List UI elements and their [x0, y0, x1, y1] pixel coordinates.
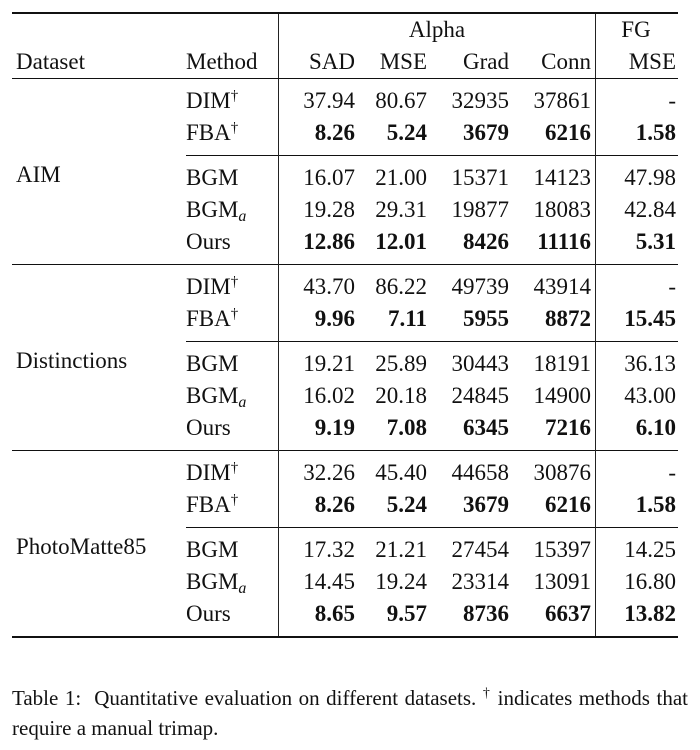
mse-cell-value: 12.01	[375, 229, 427, 254]
sad-cell	[279, 117, 356, 156]
method-cell	[186, 598, 279, 637]
sad-cell-value: 8.26	[314, 492, 355, 517]
method-superscript: †	[230, 274, 239, 290]
conn-cell-value: 6216	[545, 120, 591, 145]
caption-text-after: indicates methods that require a manual trimap.	[12, 686, 688, 740]
sad-cell-value: 9.19	[314, 415, 355, 440]
method-name: DIM	[186, 274, 231, 299]
fg-mse-cell-value: -	[668, 460, 676, 485]
method-cell	[186, 265, 279, 304]
grad-cell	[427, 265, 509, 304]
fg-mse-cell-value: 14.25	[624, 537, 676, 562]
method-name: Ours	[186, 229, 231, 254]
mse-cell-value: 19.24	[375, 569, 427, 594]
sad-cell	[279, 303, 356, 342]
method-cell	[186, 117, 279, 156]
dataset-name: AIM	[16, 161, 61, 187]
header-method: Method	[186, 46, 279, 79]
mse-cell	[355, 342, 427, 381]
mse-cell-value: 86.22	[375, 274, 427, 299]
fg-mse-cell-value: 13.82	[624, 601, 676, 626]
grad-cell	[427, 566, 509, 598]
sad-cell	[279, 566, 356, 598]
conn-cell-value: 18083	[533, 197, 591, 222]
sad-cell	[279, 342, 356, 381]
fg-mse-cell	[596, 342, 679, 381]
results-table	[12, 12, 678, 638]
mse-cell	[355, 117, 427, 156]
caption-label: Table 1:	[12, 686, 82, 710]
header-fg-mse: MSE	[596, 46, 679, 79]
method-superscript: †	[230, 460, 239, 476]
conn-cell	[509, 156, 596, 195]
fg-mse-cell	[596, 117, 679, 156]
grad-cell	[427, 598, 509, 637]
method-subscript: a	[238, 208, 247, 225]
method-name: DIM	[186, 460, 231, 485]
fg-mse-cell	[596, 303, 679, 342]
grad-cell	[427, 528, 509, 567]
grad-cell-value: 19877	[451, 197, 509, 222]
caption-text-before: Quantitative evaluation on different datasets.	[94, 686, 477, 710]
header-mse: MSE	[355, 46, 427, 79]
conn-cell-value: 8872	[545, 306, 591, 331]
method-name: BGM	[186, 383, 239, 408]
sad-cell	[279, 79, 356, 118]
results-table-body	[12, 79, 678, 638]
method-cell	[186, 156, 279, 195]
mse-cell-value: 25.89	[375, 351, 427, 376]
conn-cell	[509, 380, 596, 412]
mse-cell-value: 5.24	[386, 120, 427, 145]
grad-cell-value: 8426	[463, 229, 509, 254]
sad-cell-value: 16.02	[303, 383, 355, 408]
grad-cell	[427, 342, 509, 381]
results-table-container	[12, 12, 678, 638]
conn-cell	[509, 412, 596, 451]
method-name: BGM	[186, 165, 239, 190]
fg-mse-cell	[596, 489, 679, 528]
table-row	[12, 79, 678, 118]
header-grad: Grad	[427, 46, 509, 79]
mse-cell	[355, 226, 427, 265]
conn-cell	[509, 226, 596, 265]
conn-cell-value: 15397	[533, 537, 591, 562]
grad-cell	[427, 226, 509, 265]
grad-cell-value: 32935	[451, 88, 509, 113]
header-blank-method	[186, 13, 279, 46]
fg-mse-cell	[596, 451, 679, 490]
method-cell	[186, 528, 279, 567]
fg-mse-cell	[596, 265, 679, 304]
sad-cell	[279, 226, 356, 265]
conn-cell	[509, 451, 596, 490]
method-subscript: a	[238, 580, 247, 597]
conn-cell-value: 14900	[533, 383, 591, 408]
conn-cell-value: 7216	[545, 415, 591, 440]
method-cell	[186, 380, 279, 412]
conn-cell-value: 13091	[533, 569, 591, 594]
grad-cell-value: 24845	[451, 383, 509, 408]
method-name: Ours	[186, 601, 231, 626]
sad-cell-value: 9.96	[314, 306, 355, 331]
grad-cell-value: 23314	[451, 569, 509, 594]
conn-cell	[509, 303, 596, 342]
sad-cell	[279, 265, 356, 304]
grad-cell-value: 3679	[463, 492, 509, 517]
header-group-alpha: Alpha	[279, 13, 596, 46]
mse-cell-value: 21.21	[375, 537, 427, 562]
sad-cell	[279, 156, 356, 195]
sad-cell-value: 43.70	[303, 274, 355, 299]
grad-cell-value: 30443	[451, 351, 509, 376]
mse-cell	[355, 380, 427, 412]
sad-cell-value: 14.45	[303, 569, 355, 594]
sad-cell-value: 8.65	[314, 601, 355, 626]
method-cell	[186, 226, 279, 265]
fg-mse-cell	[596, 598, 679, 637]
method-name: BGM	[186, 197, 239, 222]
grad-cell	[427, 303, 509, 342]
method-cell	[186, 194, 279, 226]
method-name: FBA	[186, 492, 231, 517]
method-cell	[186, 566, 279, 598]
sad-cell	[279, 412, 356, 451]
mse-cell	[355, 79, 427, 118]
method-subscript: a	[238, 394, 247, 411]
header-dataset: Dataset	[12, 46, 186, 79]
mse-cell	[355, 566, 427, 598]
mse-cell	[355, 412, 427, 451]
conn-cell-value: 14123	[533, 165, 591, 190]
mse-cell-value: 9.57	[386, 601, 427, 626]
mse-cell-value: 45.40	[375, 460, 427, 485]
sad-cell-value: 12.86	[303, 229, 355, 254]
grad-cell	[427, 117, 509, 156]
fg-mse-cell	[596, 226, 679, 265]
mse-cell-value: 5.24	[386, 492, 427, 517]
table-row	[12, 265, 678, 304]
grad-cell	[427, 79, 509, 118]
method-name: Ours	[186, 415, 231, 440]
sad-cell	[279, 380, 356, 412]
sad-cell	[279, 598, 356, 637]
mse-cell-value: 29.31	[375, 197, 427, 222]
mse-cell	[355, 451, 427, 490]
table-caption	[12, 683, 688, 743]
conn-cell-value: 30876	[533, 460, 591, 485]
conn-cell	[509, 265, 596, 304]
grad-cell-value: 27454	[451, 537, 509, 562]
method-superscript: †	[230, 88, 239, 104]
grad-cell-value: 15371	[451, 165, 509, 190]
mse-cell-value: 7.11	[388, 306, 427, 331]
fg-mse-cell-value: 42.84	[624, 197, 676, 222]
mse-cell	[355, 156, 427, 195]
sad-cell	[279, 451, 356, 490]
method-cell	[186, 342, 279, 381]
conn-cell	[509, 194, 596, 226]
conn-cell	[509, 117, 596, 156]
method-superscript: †	[230, 120, 239, 136]
header-column-row	[12, 46, 678, 79]
method-name: BGM	[186, 569, 239, 594]
fg-mse-cell	[596, 79, 679, 118]
sad-cell	[279, 194, 356, 226]
grad-cell	[427, 194, 509, 226]
method-superscript: †	[230, 306, 239, 322]
sad-cell-value: 19.28	[303, 197, 355, 222]
mse-cell	[355, 528, 427, 567]
grad-cell	[427, 451, 509, 490]
sad-cell	[279, 528, 356, 567]
method-cell	[186, 412, 279, 451]
mse-cell-value: 21.00	[375, 165, 427, 190]
sad-cell-value: 16.07	[303, 165, 355, 190]
conn-cell	[509, 79, 596, 118]
conn-cell	[509, 342, 596, 381]
conn-cell	[509, 528, 596, 567]
grad-cell	[427, 412, 509, 451]
fg-mse-cell	[596, 380, 679, 412]
grad-cell-value: 8736	[463, 601, 509, 626]
fg-mse-cell	[596, 412, 679, 451]
conn-cell-value: 18191	[533, 351, 591, 376]
method-cell	[186, 303, 279, 342]
fg-mse-cell	[596, 566, 679, 598]
grad-cell	[427, 380, 509, 412]
mse-cell-value: 20.18	[375, 383, 427, 408]
method-cell	[186, 489, 279, 528]
mse-cell	[355, 489, 427, 528]
fg-mse-cell-value: -	[668, 88, 676, 113]
conn-cell-value: 6216	[545, 492, 591, 517]
fg-mse-cell-value: -	[668, 274, 676, 299]
method-name: FBA	[186, 306, 231, 331]
method-name: BGM	[186, 537, 239, 562]
grad-cell	[427, 489, 509, 528]
fg-mse-cell	[596, 194, 679, 226]
conn-cell	[509, 489, 596, 528]
sad-cell	[279, 489, 356, 528]
sad-cell-value: 19.21	[303, 351, 355, 376]
conn-cell	[509, 566, 596, 598]
fg-mse-cell-value: 5.31	[635, 229, 676, 254]
fg-mse-cell-value: 1.58	[635, 120, 676, 145]
fg-mse-cell	[596, 156, 679, 195]
conn-cell-value: 43914	[533, 274, 591, 299]
mse-cell	[355, 194, 427, 226]
conn-cell-value: 11116	[537, 229, 591, 254]
grad-cell	[427, 156, 509, 195]
fg-mse-cell-value: 15.45	[624, 306, 676, 331]
mse-cell	[355, 598, 427, 637]
mse-cell	[355, 303, 427, 342]
grad-cell-value: 49739	[451, 274, 509, 299]
sad-cell-value: 8.26	[314, 120, 355, 145]
method-name: DIM	[186, 88, 231, 113]
dataset-name: Distinctions	[12, 265, 186, 451]
fg-mse-cell-value: 16.80	[624, 569, 676, 594]
grad-cell-value: 5955	[463, 306, 509, 331]
fg-mse-cell-value: 1.58	[635, 492, 676, 517]
method-superscript: †	[230, 492, 239, 508]
grad-cell-value: 6345	[463, 415, 509, 440]
header-sad: SAD	[279, 46, 356, 79]
caption-dagger: †	[482, 686, 492, 701]
conn-cell-value: 6637	[545, 601, 591, 626]
mse-cell-value: 7.08	[386, 415, 427, 440]
sad-cell-value: 32.26	[303, 460, 355, 485]
sad-cell-value: 17.32	[303, 537, 355, 562]
method-name: BGM	[186, 351, 239, 376]
conn-cell-value: 37861	[533, 88, 591, 113]
fg-mse-cell	[596, 528, 679, 567]
table-row	[12, 451, 678, 490]
grad-cell-value: 3679	[463, 120, 509, 145]
header-blank-dataset	[12, 13, 186, 46]
method-name: FBA	[186, 120, 231, 145]
method-cell	[186, 79, 279, 118]
dataset-name: PhotoMatte85	[12, 451, 186, 638]
header-group-row	[12, 13, 678, 46]
header-conn: Conn	[509, 46, 596, 79]
header-group-fg: FG	[596, 13, 679, 46]
fg-mse-cell-value: 43.00	[624, 383, 676, 408]
conn-cell	[509, 598, 596, 637]
fg-mse-cell-value: 47.98	[624, 165, 676, 190]
mse-cell-value: 80.67	[375, 88, 427, 113]
mse-cell	[355, 265, 427, 304]
method-cell	[186, 451, 279, 490]
fg-mse-cell-value: 6.10	[635, 415, 676, 440]
sad-cell-value: 37.94	[303, 88, 355, 113]
fg-mse-cell-value: 36.13	[624, 351, 676, 376]
grad-cell-value: 44658	[451, 460, 509, 485]
